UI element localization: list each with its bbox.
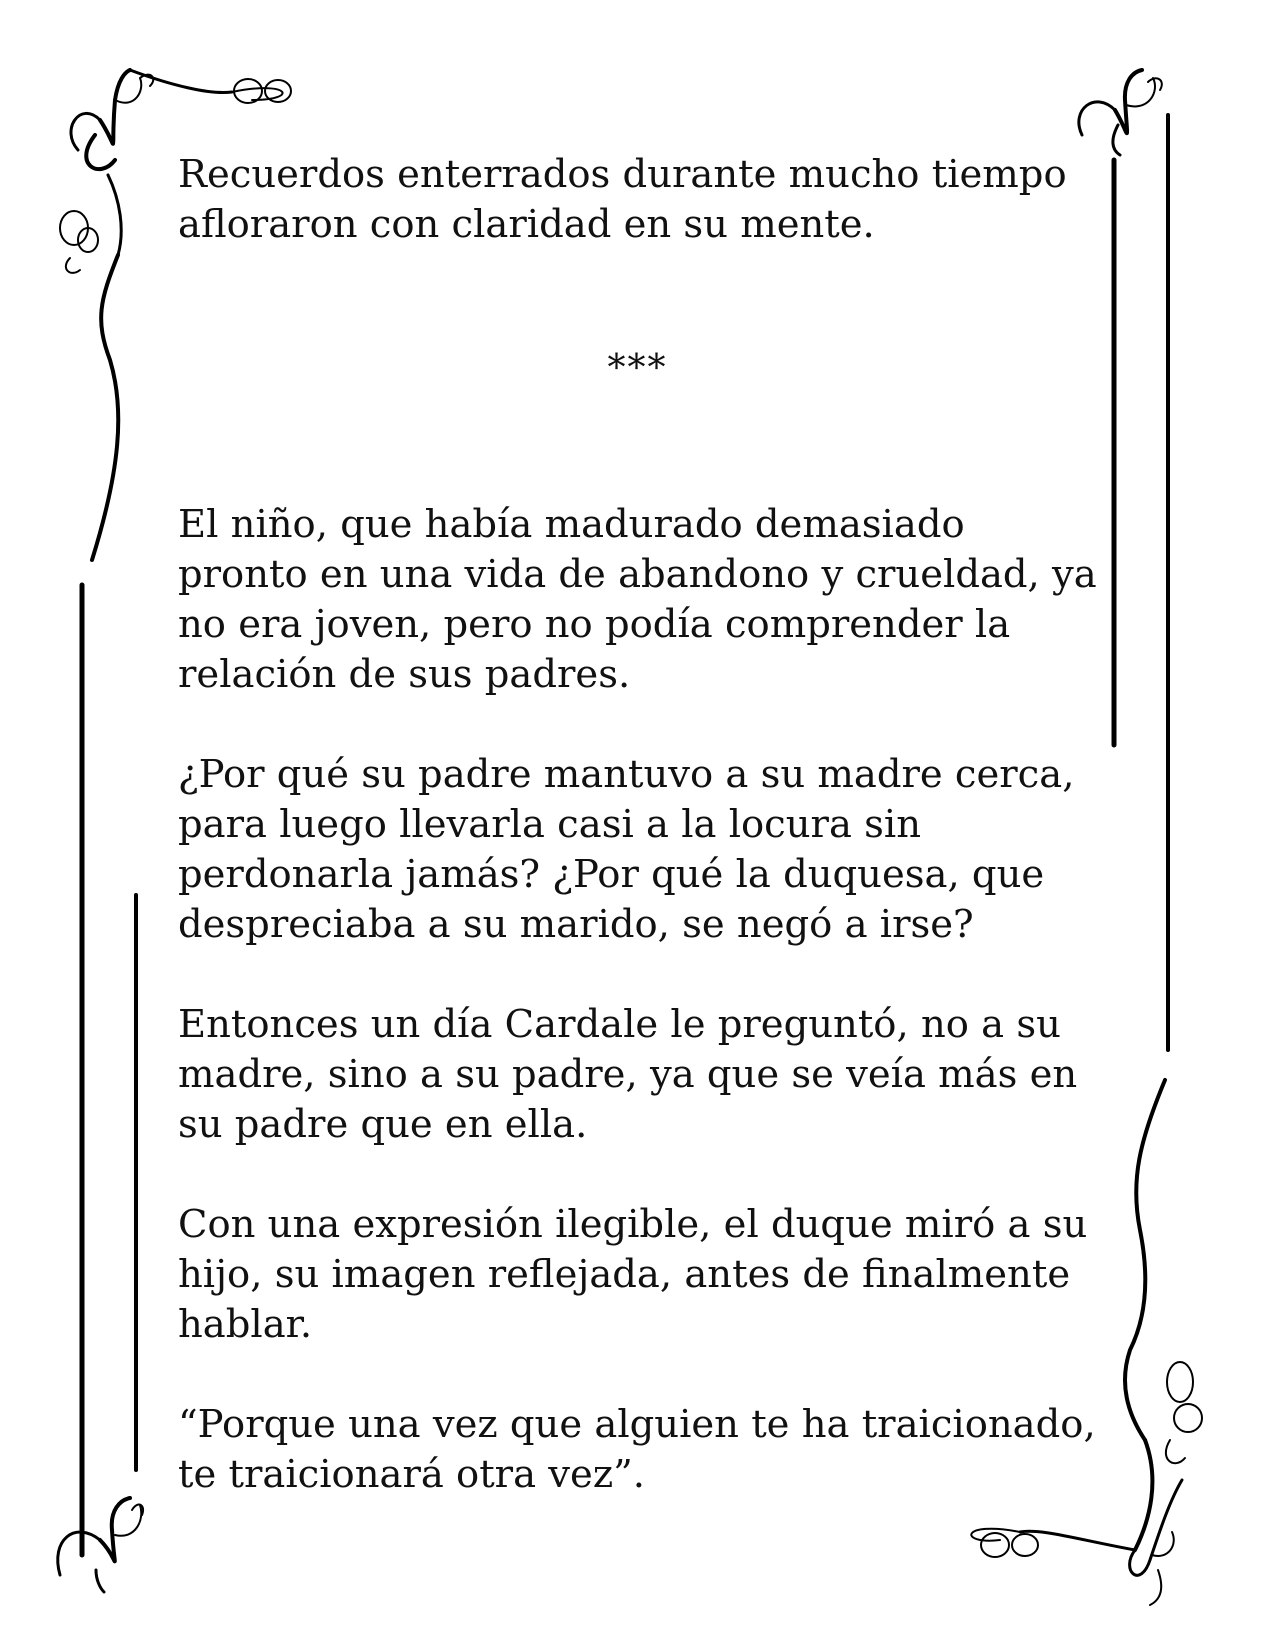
paragraph-2: El niño, que había madurado demasiado pronto en una vida de abandono y crueldad, ya no era joven, pero no podía comprender la relación de sus padres. <box>178 502 1097 697</box>
section-separator: *** <box>607 348 668 389</box>
paragraph-4: Entonces un día Cardale le preguntó, no a su madre, sino a su padre, ya que se veía más en su padre que en ella. <box>178 1002 1078 1147</box>
paragraph-5: Con una expresión ilegible, el duque miró a su hijo, su imagen reflejada, antes de finalmente hablar. <box>178 1202 1088 1347</box>
flourish-top-left-icon <box>60 70 291 560</box>
flourish-top-right-icon <box>1079 70 1162 155</box>
flourish-bottom-left-icon <box>58 1498 143 1592</box>
paragraph-6: “Porque una vez que alguien te ha traicionado, te traicionará otra vez”. <box>178 1402 1096 1497</box>
paragraph-1: Recuerdos enterrados durante mucho tiempo afloraron con claridad en su mente. <box>178 152 1067 247</box>
paragraph-3: ¿Por qué su padre mantuvo a su madre cerca, para luego llevarla casi a la locura sin perdonarla jamás? ¿Por qué la duquesa, que despreciaba a su marido, se negó a irse? <box>178 752 1075 947</box>
